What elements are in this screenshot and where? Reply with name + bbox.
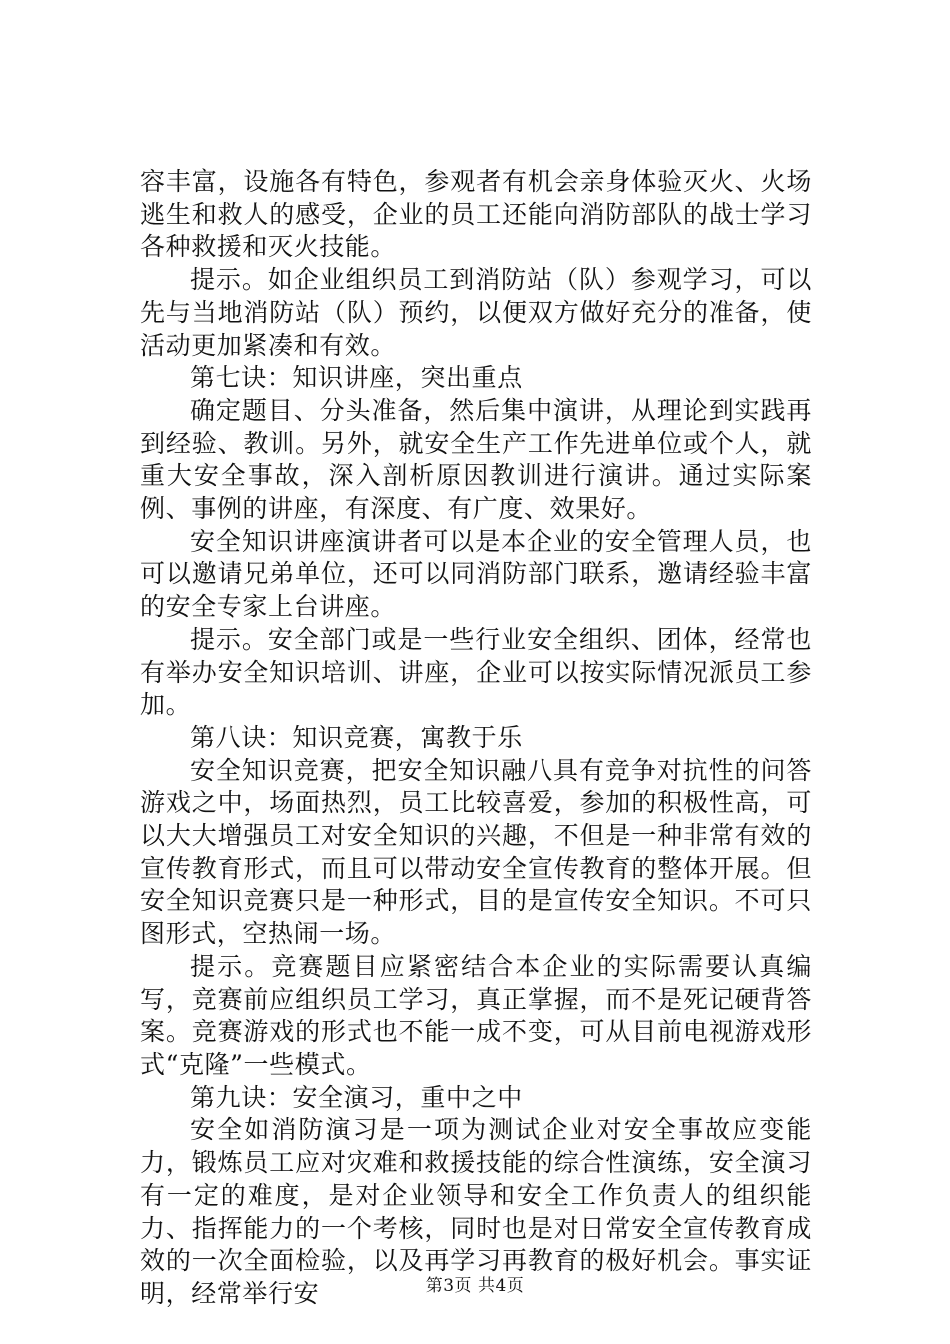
section-heading-ninth: 第九诀：安全演习，重中之中 (190, 1082, 523, 1112)
paragraph-lecture-method: 确定题目、分头准备，然后集中演讲，从理论到实践再到经验、教训。另外，就安全生产工作先进单位或个人，就重大安全事故，深入剖析原因教训进行演讲。通过实际案例、事例的讲座，有深度、有广度、效果好。 (140, 395, 812, 524)
paragraph-drill: 安全如消防演习是一项为测试企业对安全事故应变能力，锻炼员工应对灾难和救援技能的综合性演练，安全演习有一定的难度，是对企业领导和安全工作负责人的组织能力、指挥能力的一个考核，同时也是对日常安全宣传教育成效的一次全面检验，以及再学习再教育的极好机会。事实证明，经常举行安 (140, 1115, 812, 1308)
section-heading-eighth: 第八诀：知识竞赛，寓教于乐 (190, 722, 523, 752)
paragraph-lecture-speakers: 安全知识讲座演讲者可以是本企业的安全管理人员，也可以邀请兄弟单位，还可以同消防部门联系，邀请经验丰富的安全专家上台讲座。 (140, 526, 812, 622)
paragraph-quiz-competition: 安全知识竞赛，把安全知识融八具有竞争对抗性的问答游戏之中，场面热烈，员工比较喜爱，参加的积极性高，可以大大增强员工对安全知识的兴趣，不但是一种非常有效的宣传教育形式，而且可以带动安全宣传教育的整体开展。但安全知识竞赛只是一种形式，目的是宣传安全知识。不可只图形式，空热闹一场。 (140, 755, 812, 949)
paragraph-tip-fire-station: 提示。如企业组织员工到消防站（队）参观学习，可以先与当地消防站（队）预约，以便双方做好充分的准备，使活动更加紧凑和有效。 (140, 265, 812, 360)
paragraph-intro-continuation: 容丰富，设施各有特色，参观者有机会亲身体验灭火、火场逃生和救人的感受，企业的员工还能向消防部队的战士学习各种救援和灭火技能。 (140, 167, 812, 262)
document-body (140, 166, 812, 1311)
paragraph-tip-quiz: 提示。竞赛题目应紧密结合本企业的实际需要认真编写，竞赛前应组织员工学习，真正掌握，而不是死记硬背答案。竞赛游戏的形式也不能一成不变，可从目前电视游戏形式“克隆”一些模式。 (140, 951, 812, 1079)
paragraph-tip-training: 提示。安全部门或是一些行业安全组织、团体，经常也有举办安全知识培训、讲座，企业可以按实际情况派员工参加。 (140, 624, 812, 720)
page-number-footer: 第3页 共4页 (425, 1276, 525, 1296)
section-heading-seventh: 第七诀：知识讲座，突出重点 (190, 363, 523, 393)
